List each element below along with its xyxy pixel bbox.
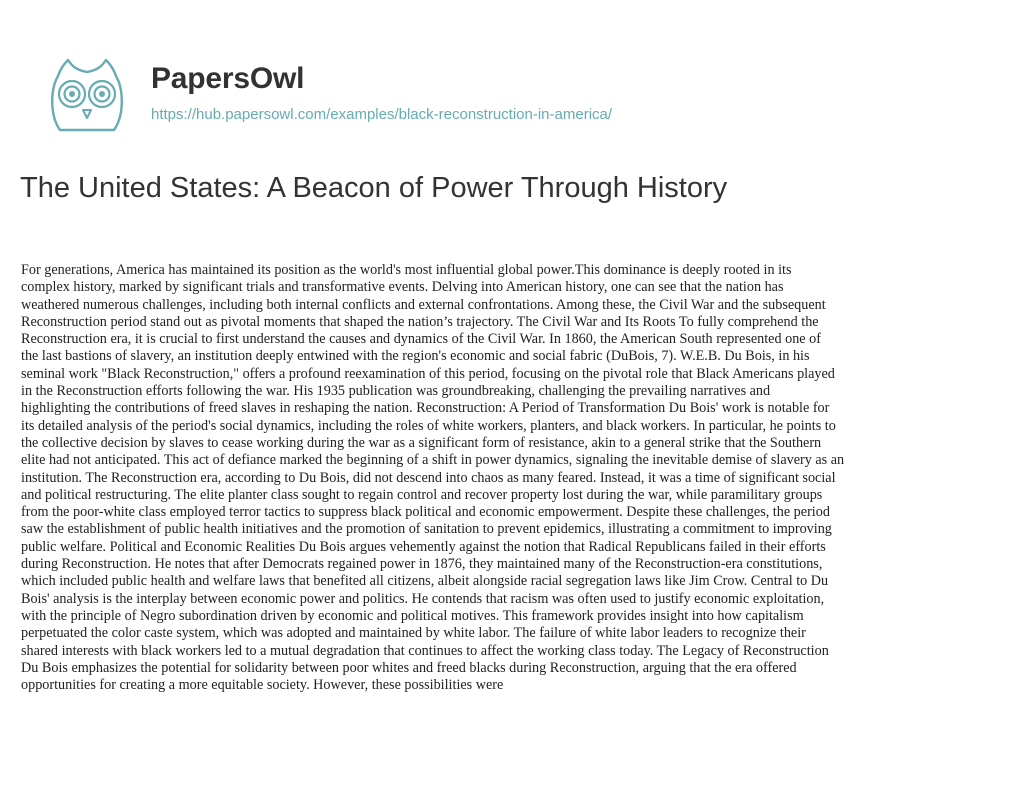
page-header	[46, 56, 946, 136]
brand-name[interactable]: PapersOwl	[151, 62, 305, 95]
owl-icon[interactable]	[46, 56, 128, 138]
source-url-link[interactable]: https://hub.papersowl.com/examples/black-reconstruction-in-america/	[151, 106, 613, 123]
essay-title: The United States: A Beacon of Power Through History	[20, 172, 728, 204]
essay-body: For generations, America has maintained its position as the world's most influential global power.This dominance is deeply rooted in its complex history, marked by significant trials and transformative events. Delving into American history, one can see that the nation has weathered numerous challenges, including both internal conflicts and external confrontations. Among these, the Civil War and the subsequent Reconstruction period stand out as pivotal moments that shaped the nation’s trajectory. The Civil War and Its Roots To fully comprehend the Reconstruction era, it is crucial to first understand the causes and dynamics of the Civil War. In 1860, the American South represented one of the last bastions of slavery, an institution deeply entwined with the region's economic and social fabric (DuBois, 7). W.E.B. Du Bois, in his seminal work "Black Reconstruction," offers a profound reexamination of this period, focusing on the pivotal role that Black Americans played in the Reconstruction efforts following the war. His 1935 publication was groundbreaking, challenging the prevailing narratives and highlighting the contributions of freed slaves in reshaping the nation. Reconstruction: A Period of Transformation Du Bois' work is notable for its detailed analysis of the period's social dynamics, including the roles of white workers, planters, and black workers. In particular, he points to the collective decision by slaves to cease working during the war as a significant form of resistance, akin to a general strike that the Southern elite had not anticipated. This act of defiance marked the beginning of a shift in power dynamics, signaling the inevitable demise of slavery as an institution. The Reconstruction era, according to Du Bois, did not descend into chaos as many feared. Instead, it was a time of significant social and political restructuring. The elite planter class sought to regain control and recover property lost during the war, while paramilitary groups from the poor-white class employed terror tactics to suppress black political and economic empowerment. Despite these challenges, the period saw the establishment of public health initiatives and the promotion of sanitation to prevent epidemics, illustrating a commitment to improving public welfare. Political and Economic Realities Du Bois argues vehemently against the notion that Radical Republicans failed in their efforts during Reconstruction. He notes that after Democrats regained power in 1876, they maintained many of the Reconstruction-era constitutions, which included public health and welfare laws that benefited all citizens, albeit alongside racial segregation laws like Jim Crow. Central to Du Bois' analysis is the interplay between economic power and politics. He contends that racism was often used to justify economic exploitation, with the principle of Negro subordination driven by economic and political motives. This framework provides insight into how capitalism perpetuated the color caste system, which was adopted and maintained by white labor. The failure of white labor leaders to recognize their shared interests with black workers led to a mutual degradation that continues to affect the working class today. The Legacy of Reconstruction Du Bois emphasizes the potential for solidarity between poor whites and freed blacks during Reconstruction, arguing that the era offered opportunities for creating a more equitable society. However, these possibilities were	[21, 262, 845, 694]
